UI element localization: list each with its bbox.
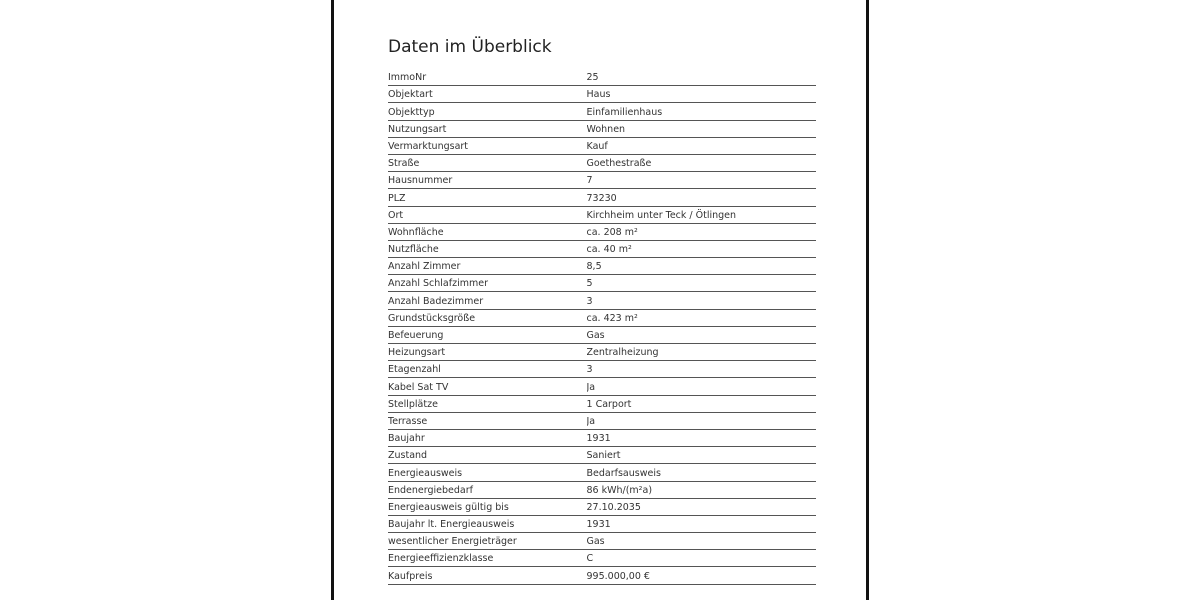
table-row	[388, 430, 816, 447]
row-value: 8,5	[586, 261, 602, 273]
row-label: PLZ	[388, 192, 406, 204]
row-value: Saniert	[586, 450, 621, 462]
page-title: Daten im Überblick	[388, 37, 552, 57]
table-row	[388, 241, 816, 258]
table-row	[388, 447, 816, 464]
row-value: 1 Carport	[586, 398, 632, 410]
table-row	[388, 567, 816, 584]
row-label: Energieausweis	[388, 467, 463, 479]
row-value: Zentralheizung	[586, 347, 659, 359]
row-label: Etagenzahl	[388, 364, 441, 376]
row-label: Befeuerung	[388, 330, 444, 341]
row-value: 995.000,00 €	[586, 570, 650, 582]
row-value: 73230	[586, 192, 617, 204]
row-label: Energieausweis gültig bis	[388, 501, 509, 513]
row-label: Baujahr	[388, 433, 425, 445]
table-row	[388, 361, 816, 378]
row-value: Haus	[586, 89, 611, 101]
row-value: 1931	[586, 433, 611, 445]
row-value: Wohnen	[586, 123, 626, 135]
row-value: 27.10.2035	[586, 501, 641, 513]
row-label: Nutzungsart	[388, 123, 447, 135]
table-row	[388, 378, 816, 395]
row-value: 7	[586, 175, 593, 187]
row-label: Zustand	[388, 450, 428, 462]
row-value: Kirchheim unter Teck / Ötlingen	[586, 209, 737, 221]
row-value: Gas	[586, 330, 605, 341]
row-label: Baujahr lt. Energieausweis	[388, 519, 515, 531]
row-label: Wohnfläche	[388, 226, 444, 238]
row-label: Objekttyp	[388, 106, 435, 118]
row-value: 86 kWh/(m²a)	[586, 484, 653, 496]
table-row	[388, 275, 816, 292]
document-frame	[331, 0, 869, 600]
row-label: Kaufpreis	[388, 570, 433, 582]
row-label: Heizungsart	[388, 347, 446, 359]
row-value: ca. 208 m²	[586, 226, 638, 238]
row-label: Terrasse	[388, 415, 428, 427]
table-row	[388, 224, 816, 241]
table-row	[388, 413, 816, 430]
overview-section	[388, 36, 816, 585]
row-value: Einfamilienhaus	[586, 106, 663, 118]
row-label: Nutzfläche	[388, 244, 439, 256]
row-label: Ort	[388, 209, 404, 221]
table-row	[388, 344, 816, 361]
row-label: Anzahl Zimmer	[388, 261, 461, 273]
row-value: C	[586, 553, 594, 565]
table-row	[388, 396, 816, 413]
row-value: 3	[586, 295, 593, 307]
row-label: Hausnummer	[388, 175, 453, 187]
table-row	[388, 86, 816, 103]
row-label: ImmoNr	[388, 72, 427, 84]
row-value: Bedarfsausweis	[586, 467, 661, 479]
table-row	[388, 482, 816, 499]
row-label: Vermarktungsart	[388, 140, 469, 152]
row-label: Kabel Sat TV	[388, 381, 449, 393]
row-label: wesentlicher Energieträger	[388, 536, 517, 548]
table-row	[388, 258, 816, 275]
table-row	[388, 172, 816, 189]
row-label: Straße	[388, 158, 420, 170]
row-value: Gas	[586, 536, 605, 548]
row-value: 5	[586, 278, 593, 290]
table-row	[388, 516, 816, 533]
table-row	[388, 327, 816, 344]
row-label: Objektart	[388, 89, 433, 101]
row-label: Anzahl Schlafzimmer	[388, 278, 488, 290]
table-row	[388, 69, 816, 86]
row-value: ca. 423 m²	[586, 312, 638, 324]
table-row	[388, 189, 816, 206]
row-label: Endenergiebedarf	[388, 484, 473, 496]
data-table	[388, 69, 816, 585]
row-label: Grundstücksgröße	[388, 312, 476, 324]
row-value: 25	[586, 72, 599, 84]
row-label: Energieeffizienzklasse	[388, 553, 494, 565]
table-row	[388, 155, 816, 172]
row-label: Stellplätze	[388, 398, 438, 410]
table-row	[388, 138, 816, 155]
table-row	[388, 292, 816, 309]
row-value: Ja	[586, 381, 596, 393]
table-row	[388, 207, 816, 224]
row-value: 3	[586, 364, 593, 376]
table-row	[388, 310, 816, 327]
row-value: 1931	[586, 519, 611, 531]
table-row	[388, 533, 816, 550]
table-row	[388, 550, 816, 567]
table-row	[388, 499, 816, 516]
table-row	[388, 121, 816, 138]
row-value: Ja	[586, 415, 596, 427]
row-label: Anzahl Badezimmer	[388, 295, 484, 307]
table-row	[388, 464, 816, 481]
row-value: Goethestraße	[586, 158, 652, 170]
row-value: ca. 40 m²	[586, 244, 632, 256]
row-value: Kauf	[586, 140, 608, 152]
table-row	[388, 103, 816, 120]
